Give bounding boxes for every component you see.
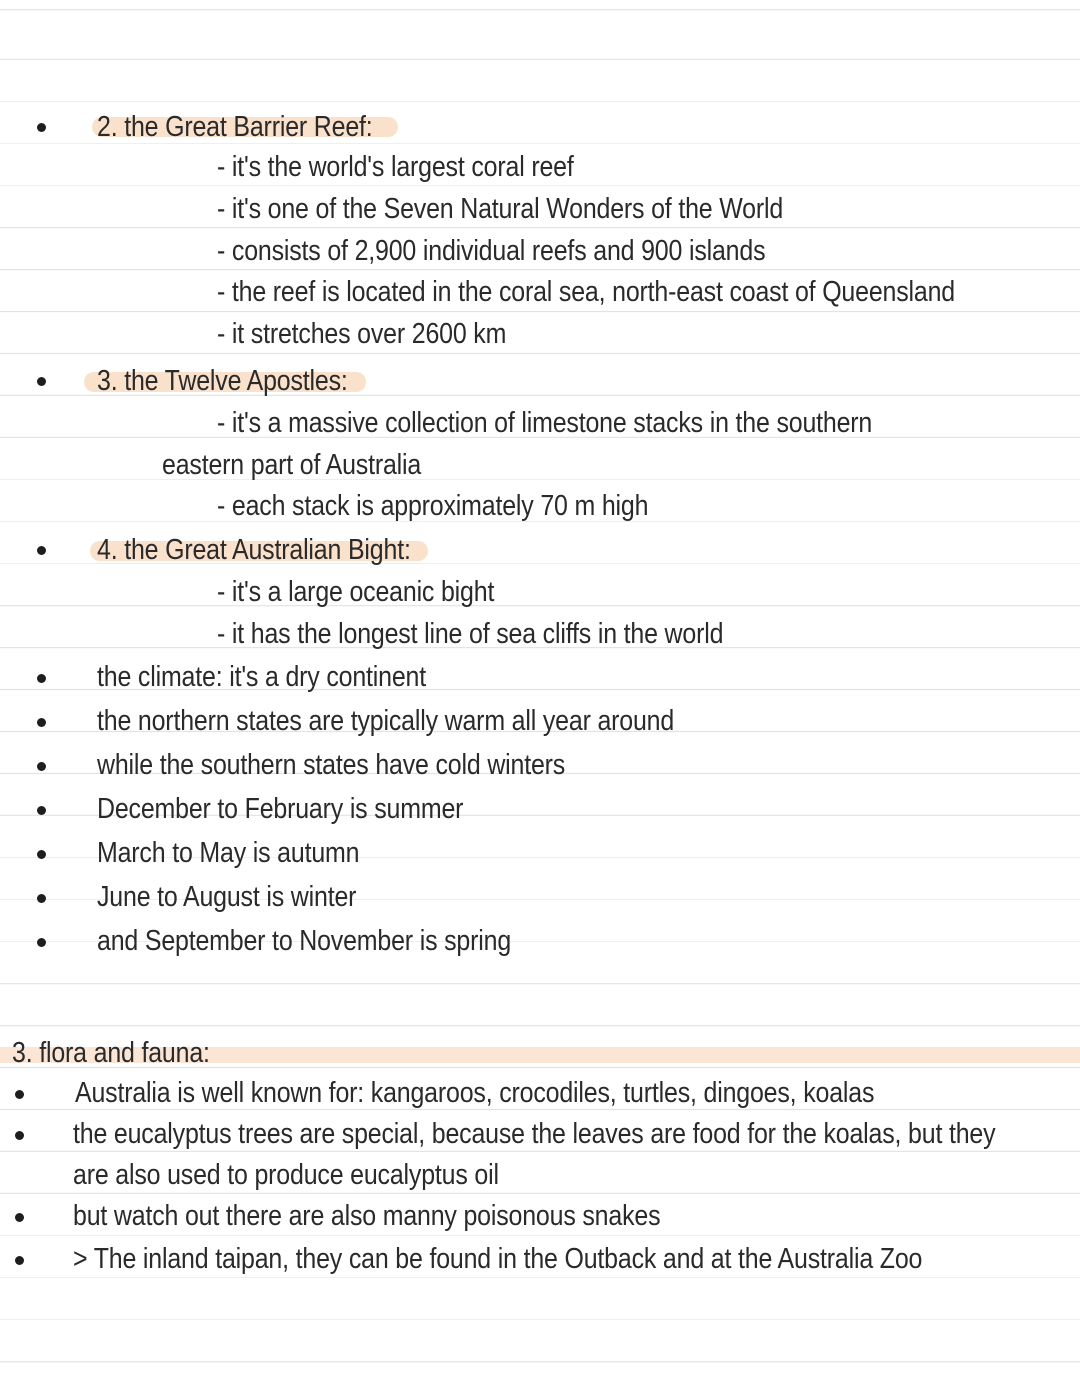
reef-point: - it's one of the Seven Natural Wonders of the World (217, 193, 784, 225)
climate-item: and September to November is spring (97, 925, 512, 957)
flora-item: Australia is well known for: kangaroos, crocodiles, turtles, dingoes, koalas (75, 1077, 875, 1109)
reef-point: - the reef is located in the coral sea, north-east coast of Queensland (217, 276, 955, 308)
climate-item: June to August is winter (97, 881, 357, 913)
climate-item: December to February is summer (97, 793, 464, 825)
bullet (37, 674, 46, 683)
bight-heading: 4. the Great Australian Bight: (97, 534, 411, 566)
reef-heading: 2. the Great Barrier Reef: (97, 111, 373, 143)
bullet (15, 1213, 24, 1222)
climate-item: the climate: it's a dry continent (97, 661, 427, 693)
bullet (15, 1131, 24, 1140)
bight-point: - it's a large oceanic bight (217, 576, 495, 608)
reef-point: - it stretches over 2600 km (217, 318, 507, 350)
bullet (15, 1090, 24, 1099)
bullet (37, 762, 46, 771)
bullet (37, 377, 46, 386)
apostles-point: - each stack is approximately 70 m high (217, 490, 649, 522)
flora-item: but watch out there are also manny poisonous snakes (73, 1200, 661, 1232)
reef-point: - it's the world's largest coral reef (217, 151, 574, 183)
bullet (37, 123, 46, 132)
bullet (37, 718, 46, 727)
bullet (15, 1256, 24, 1265)
flora-heading: 3. flora and fauna: (12, 1037, 210, 1069)
bullet (37, 850, 46, 859)
bullet (37, 806, 46, 815)
climate-item: while the southern states have cold winters (97, 749, 566, 781)
flora-item: are also used to produce eucalyptus oil (73, 1159, 499, 1191)
bullet (37, 938, 46, 947)
apostles-point: eastern part of Australia (162, 449, 422, 481)
climate-item: March to May is autumn (97, 837, 360, 869)
bight-point: - it has the longest line of sea cliffs in the world (217, 618, 724, 650)
bullet (37, 894, 46, 903)
reef-point: - consists of 2,900 individual reefs and 900 islands (217, 235, 766, 267)
flora-item: the eucalyptus trees are special, because the leaves are food for the koalas, but they (73, 1118, 996, 1150)
apostles-point: - it's a massive collection of limestone stacks in the southern (217, 407, 873, 439)
flora-item: > The inland taipan, they can be found in the Outback and at the Australia Zoo (73, 1243, 923, 1275)
bullet (37, 546, 46, 555)
apostles-heading: 3. the Twelve Apostles: (97, 365, 348, 397)
climate-item: the northern states are typically warm all year around (97, 705, 675, 737)
